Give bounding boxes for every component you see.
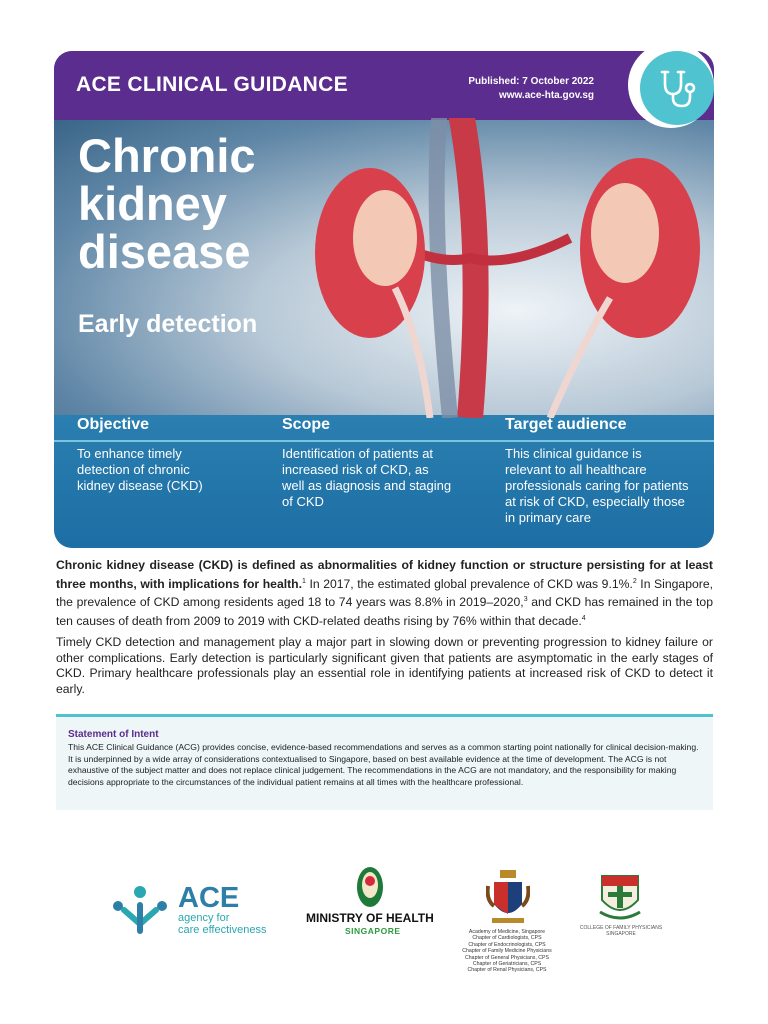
chapter-line: Academy of Medicine, Singapore	[468, 929, 546, 935]
stethoscope-icon	[640, 51, 714, 125]
intro-text: and CKD has remained in the top ten causes of death from 2009 to 2019 with CKD-related deaths rising by 76% within that decade.	[56, 595, 713, 628]
intro-definition: Chronic kidney disease (CKD) is defined as abnormalities of kidney function or structure persisting for at least three months, with implications for health.	[56, 558, 713, 591]
moh-logo-word: MINISTRY OF HEALTH	[306, 911, 434, 925]
reference-mark: 3	[523, 596, 528, 604]
intro-paragraph-1	[56, 558, 713, 629]
moh-logo-icon	[356, 866, 384, 908]
introduction	[56, 558, 713, 703]
chapter-line: Chapter of Endocrinologists, CPS	[468, 941, 546, 948]
ace-subtitle-line: agency for	[178, 912, 230, 924]
publication-info	[468, 75, 594, 103]
cfp-name	[576, 925, 666, 937]
intro-text: In 2017, the estimated global prevalence of CKD was 9.1%.	[305, 576, 633, 591]
title-line: disease	[78, 225, 251, 278]
title-line: kidney	[78, 177, 227, 230]
objective-text: To enhance timely detection of chronic kidney disease (CKD)	[77, 446, 203, 493]
ace-logo-icon	[110, 884, 170, 936]
website-link[interactable]: www.ace-hta.gov.sg	[498, 90, 594, 101]
column-divider	[54, 440, 714, 442]
chapter-line: Chapter of Cardiologists, CPS	[472, 935, 542, 942]
reference-mark: 4	[581, 614, 586, 622]
chapter-line: Chapter of Geriatricians, CPS	[472, 961, 542, 968]
chapter-line: Chapter of General Physicians, CPS	[465, 954, 549, 961]
intro-text: In Singapore, the prevalence of CKD among residents aged 18 to 74 years was 8.8% in 2019–2020,	[56, 576, 713, 610]
document-subtitle: Early detection	[78, 310, 258, 338]
chapter-line: Chapter of Family Medicine Physicians	[462, 948, 552, 955]
reference-mark: 2	[632, 577, 637, 585]
cfp-name-line: COLLEGE OF FAMILY PHYSICIANS	[579, 925, 663, 931]
intent-text: This ACE Clinical Guidance (ACG) provides concise, evidence-based recommendations and serves as a common starting point nationally for clinical decision-making. It is underpinned by a wide array of considerations contextualised to Singapore, based on best available evidence at the time of development. The ACG is not exhaustive of the subject matter and does not replace clinical judgement. The recommendations in the ACG are not mandatory, and the responsibility for making decisions appropriate to the circumstances of the individual patient remains at all times with the healthcare professional.	[68, 742, 699, 787]
ace-subtitle-line: care effectiveness	[178, 924, 267, 936]
ace-logo-subtitle	[178, 912, 266, 936]
chapter-line: Chapter of Renal Physicians, CPS	[467, 967, 547, 974]
scope-text: Identification of patients at increased risk of CKD, as well as diagnosis and staging of CKD	[282, 446, 452, 509]
header-bar	[54, 51, 714, 120]
academy-crest-icon	[486, 868, 530, 926]
document-title	[78, 129, 338, 278]
header-title: ACE CLINICAL GUIDANCE	[76, 73, 348, 96]
audience-heading: Target audience	[505, 416, 627, 433]
statement-of-intent	[56, 714, 713, 810]
title-line: Chronic	[78, 129, 256, 182]
moh-logo-subtitle: SINGAPORE	[345, 926, 401, 936]
cfp-name-line: SINGAPORE	[606, 931, 636, 937]
intent-title: Statement of Intent	[68, 729, 159, 740]
audience-text: This clinical guidance is relevant to all healthcare professionals caring for patients at risk of CKD, especially those in primary care	[505, 446, 689, 525]
intro-paragraph-2: Timely CKD detection and management play a major part in slowing down or preventing progression to kidney failure or other complications. Early detection is particularly significant given that patients are asymptomatic in the early stages of CKD. Primary healthcare professionals play an essential role in identifying patients at increased risk of CKD to detect it early.	[56, 635, 713, 696]
academy-chapters	[452, 929, 562, 974]
objective-heading: Objective	[77, 416, 150, 433]
reference-mark: 1	[302, 577, 306, 585]
scope-heading: Scope	[282, 416, 331, 433]
cfp-crest-icon	[598, 872, 642, 922]
kidney-illustration	[310, 118, 710, 418]
ace-logo-word: ACE	[178, 882, 240, 914]
published-date: Published: 7 October 2022	[468, 76, 594, 87]
